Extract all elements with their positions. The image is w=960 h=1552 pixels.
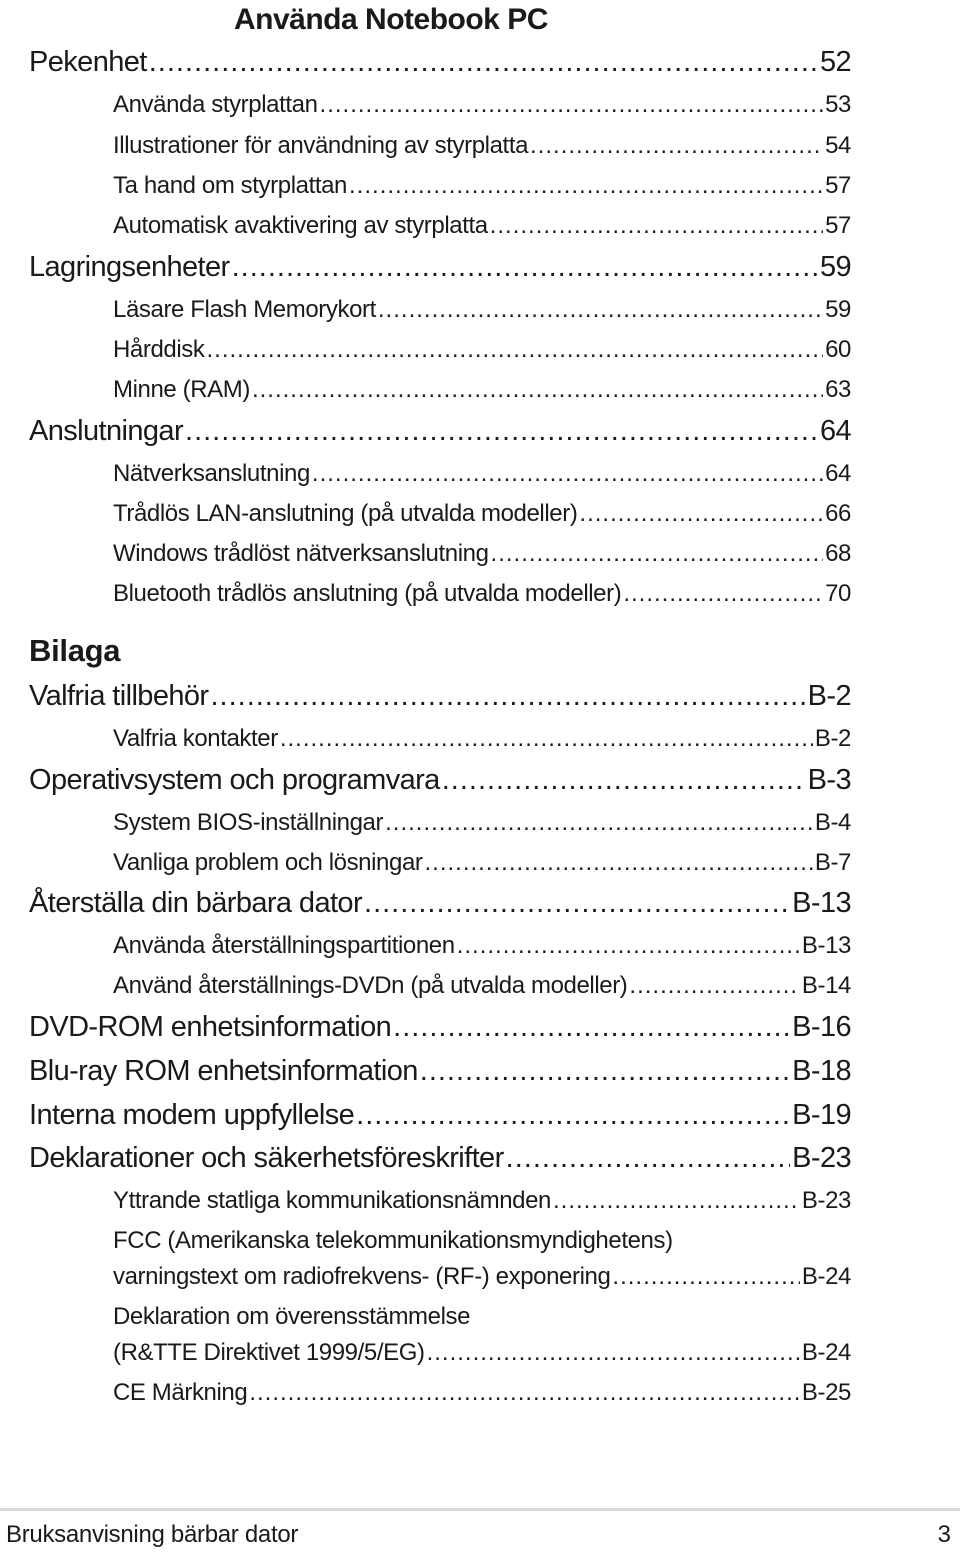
toc-entry-page: B-7 — [814, 849, 851, 876]
toc-entry[interactable] — [113, 500, 851, 528]
toc-entry[interactable] — [113, 91, 851, 119]
toc-entry[interactable] — [113, 376, 851, 404]
dot-leader — [210, 680, 805, 713]
toc-entry-label: Windows trådlöst nätverksanslutning — [113, 540, 489, 567]
toc-entry-label: Minne (RAM) — [113, 376, 250, 403]
toc-entry-page: B-23 — [801, 1187, 851, 1214]
dot-leader — [629, 972, 799, 1000]
toc-entry-page: 53 — [825, 91, 851, 118]
toc-entry-label: CE Märkning — [113, 1379, 248, 1406]
toc-entry-label: DVD-ROM enhetsinformation — [29, 1011, 392, 1043]
toc-entry-label: Ta hand om styrplattan — [113, 172, 348, 199]
toc-entry[interactable] — [113, 580, 851, 608]
dot-leader — [506, 1142, 790, 1175]
toc-entry-label: Automatisk avaktivering av styrplatta — [113, 212, 488, 239]
toc-entry-page: B-25 — [801, 1379, 851, 1406]
toc-entry[interactable] — [113, 1339, 851, 1367]
dot-leader — [490, 212, 823, 240]
dot-leader — [442, 764, 806, 797]
toc-entry-page: B-13 — [792, 887, 851, 919]
dot-leader — [579, 500, 823, 528]
toc-entry-page: B-2 — [807, 680, 851, 712]
dot-leader — [149, 46, 818, 79]
toc-entry-label: System BIOS-inställningar — [113, 809, 384, 836]
toc-entry[interactable] — [113, 1303, 851, 1331]
dot-leader — [378, 296, 823, 324]
footer-manual-title: Bruksanvisning bärbar dator — [6, 1521, 299, 1548]
toc-entry-label: Deklarationer och säkerhetsföreskrifter — [29, 1142, 504, 1174]
toc-entry-label: Trådlös LAN-anslutning (på utvalda modeller) — [113, 500, 578, 527]
toc-entry-page: B-14 — [801, 972, 851, 999]
toc-entry-page: 64 — [819, 415, 851, 447]
dot-leader — [349, 172, 823, 200]
toc-entry-label: varningstext om radiofrekvens- (RF-) exponering — [113, 1263, 611, 1290]
toc-entry-page: 63 — [825, 376, 851, 403]
dot-leader — [280, 725, 813, 753]
toc-entry-label: Använda styrplattan — [113, 91, 318, 118]
toc-entry-label: Anslutningar — [29, 415, 184, 447]
toc-entry-page: 54 — [825, 132, 851, 159]
toc-entry-page: B-24 — [801, 1339, 851, 1366]
page-title: Använda Notebook PC — [234, 3, 548, 36]
toc-entry-label: Bluetooth trådlös anslutning (på utvalda modeller) — [113, 580, 622, 607]
dot-leader — [491, 540, 824, 568]
toc-entry[interactable] — [29, 764, 851, 797]
toc-entry-label: Lagringsenheter — [29, 251, 230, 283]
toc-entry-page: 57 — [825, 172, 851, 199]
toc-entry-page: 57 — [825, 212, 851, 239]
toc-entry[interactable] — [113, 172, 851, 200]
footer-page-number: 3 — [937, 1521, 951, 1548]
toc-entry[interactable] — [113, 849, 851, 877]
toc-entry-label: Vanliga problem och lösningar — [113, 849, 423, 876]
toc-entry-page: 52 — [819, 46, 851, 78]
toc-entry-label: Blu-ray ROM enhetsinformation — [29, 1055, 418, 1087]
toc-entry-label: Valfria kontakter — [113, 725, 278, 752]
toc-entry-page: B-13 — [801, 932, 851, 959]
toc-entry-label: Valfria tillbehör — [29, 680, 209, 712]
toc-entry[interactable] — [29, 415, 851, 448]
dot-leader — [249, 1379, 800, 1407]
toc-entry-label: Pekenhet — [29, 46, 147, 78]
dot-leader — [612, 1263, 799, 1291]
toc-entry-label: Illustrationer för användning av styrplatta — [113, 132, 529, 159]
toc-entry-label: Hårddisk — [113, 336, 205, 363]
toc-entry[interactable] — [29, 1011, 851, 1044]
toc-entry[interactable] — [29, 1099, 851, 1132]
toc-entry-page: B-23 — [792, 1142, 851, 1174]
toc-entry[interactable] — [113, 336, 851, 364]
toc-entry[interactable] — [113, 1227, 851, 1255]
dot-leader — [424, 849, 812, 877]
dot-leader — [553, 1187, 800, 1215]
dot-leader — [530, 132, 823, 160]
toc-entry-page: 59 — [825, 296, 851, 323]
dot-leader — [320, 91, 824, 119]
toc-entry[interactable] — [113, 725, 851, 753]
toc-entry-label: (R&TTE Direktivet 1999/5/EG) — [113, 1339, 425, 1366]
dot-leader — [356, 1099, 790, 1132]
toc-entry-page: 60 — [825, 336, 851, 363]
toc-entry-page: B-4 — [814, 809, 851, 836]
toc-entry-page: B-19 — [792, 1099, 851, 1131]
dot-leader — [420, 1055, 790, 1088]
toc-entry-page: 68 — [825, 540, 851, 567]
toc-entry[interactable] — [113, 460, 851, 488]
toc-entry-label: Läsare Flash Memorykort — [113, 296, 376, 323]
toc-entry[interactable] — [29, 887, 851, 920]
dot-leader — [427, 1339, 800, 1367]
toc-entry-page: 59 — [819, 251, 851, 283]
toc-entry[interactable] — [113, 932, 851, 960]
toc-entry-label: Deklaration om överensstämmelse — [113, 1303, 471, 1330]
toc-entry[interactable] — [29, 251, 851, 284]
appendix-heading: Bilaga — [29, 633, 121, 668]
dot-leader — [385, 809, 813, 837]
toc-entry-page: B-18 — [792, 1055, 851, 1087]
dot-leader — [457, 932, 800, 960]
dot-leader — [207, 336, 824, 364]
toc-entry-label: Använda återställningspartitionen — [113, 932, 455, 959]
toc-entry-page: B-2 — [814, 725, 851, 752]
toc-entry-page: B-24 — [801, 1263, 851, 1290]
dot-leader — [185, 415, 818, 448]
toc-entry-page: 70 — [825, 580, 851, 607]
toc-entry[interactable] — [113, 296, 851, 324]
dot-leader — [393, 1011, 790, 1044]
toc-entry[interactable] — [113, 540, 851, 568]
toc-entry[interactable] — [113, 1263, 851, 1291]
dot-leader — [364, 887, 790, 920]
toc-entry-page: 64 — [825, 460, 851, 487]
toc-entry-label: Yttrande statliga kommunikationsnämnden — [113, 1187, 551, 1214]
toc-entry[interactable] — [113, 1187, 851, 1215]
toc-entry-page: B-3 — [807, 764, 851, 796]
toc-entry[interactable] — [29, 1055, 851, 1088]
dot-leader — [232, 251, 818, 284]
toc-entry[interactable] — [29, 46, 851, 79]
toc-entry[interactable] — [29, 680, 851, 713]
toc-entry-page: 66 — [825, 500, 851, 527]
toc-entry-label: Återställa din bärbara dator — [29, 887, 363, 919]
dot-leader — [623, 580, 823, 608]
toc-entry[interactable] — [113, 212, 851, 240]
toc-entry[interactable] — [29, 1142, 851, 1175]
toc-entry-page: B-16 — [792, 1011, 851, 1043]
toc-entry-label: FCC (Amerikanska telekommunikationsmyndighetens) — [113, 1227, 673, 1254]
toc-entry-label: Operativsystem och programvara — [29, 764, 440, 796]
toc-entry[interactable] — [113, 1379, 851, 1407]
dot-leader — [312, 460, 823, 488]
footer-divider — [0, 1508, 960, 1511]
toc-entry[interactable] — [113, 972, 851, 1000]
dot-leader — [252, 376, 823, 404]
toc-entry-label: Använd återställnings-DVDn (på utvalda modeller) — [113, 972, 628, 999]
toc-entry[interactable] — [113, 132, 851, 160]
toc-entry-label: Nätverksanslutning — [113, 460, 310, 487]
toc-entry-label: Interna modem uppfyllelse — [29, 1099, 355, 1131]
toc-entry[interactable] — [113, 809, 851, 837]
